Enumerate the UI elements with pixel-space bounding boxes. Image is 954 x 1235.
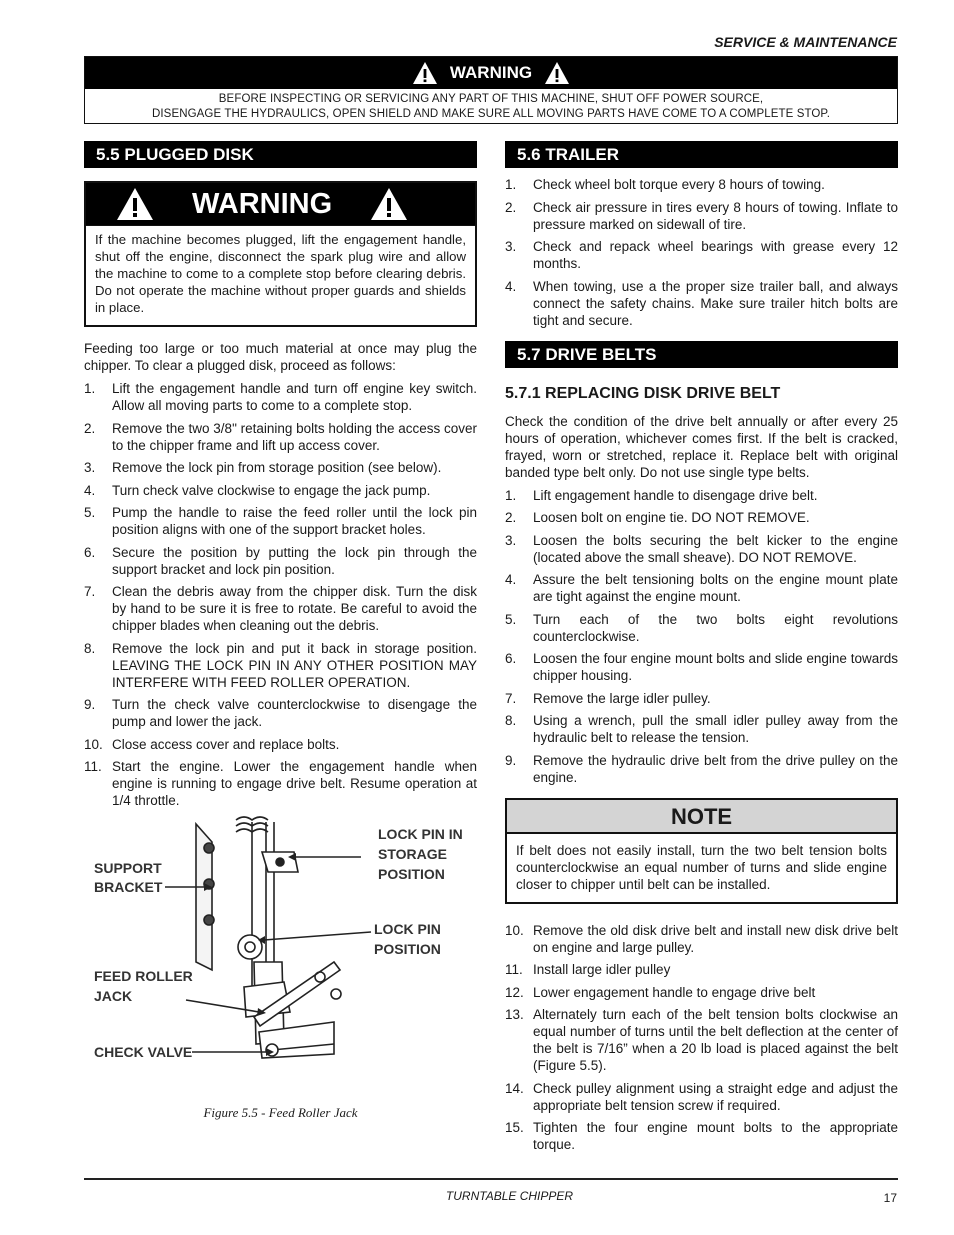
- list-item: [84, 380, 477, 414]
- running-header: SERVICE & MAINTENANCE: [714, 34, 897, 50]
- list-item: [84, 420, 477, 454]
- footer-title: TURNTABLE CHIPPER: [445, 1189, 574, 1203]
- list-item: [505, 278, 898, 329]
- list-item-text: Remove the large idler pulley.: [533, 690, 711, 706]
- list-item-text: Start the engine. Lower the engagement handle when engine is running to engage drive belt. Resume operation at 1/4 throttle.: [112, 759, 477, 808]
- trailer-steps-list: [505, 176, 898, 329]
- plugged-steps-list: [84, 380, 477, 809]
- list-item-text: Loosen bolt on engine tie. DO NOT REMOVE.: [533, 510, 810, 525]
- list-item-number: 13.: [505, 1007, 524, 1022]
- list-item: [84, 459, 477, 476]
- list-item-number: 14.: [505, 1080, 524, 1096]
- list-item-text: Assure the belt tensioning bolts on the engine mount plate are tight against the engine mount.: [533, 572, 898, 604]
- list-item: [505, 571, 898, 605]
- list-item-text: Lift the engagement handle and turn off engine key switch. Allow all moving parts to come to a complete stop.: [112, 381, 477, 413]
- list-item-number: 1.: [505, 487, 517, 503]
- list-item-text: Check air pressure in tires every 8 hours of towing. Inflate to pressure marked on sidewall of tire.: [533, 199, 898, 232]
- list-item-number: 2.: [505, 199, 517, 215]
- list-item-text: Remove the hydraulic drive belt from the drive pulley on the engine.: [533, 752, 898, 785]
- label-check-valve: CHECK VALVE: [94, 1044, 193, 1060]
- top-warning-bar: [85, 57, 897, 89]
- warning-triangle-icon: [116, 187, 154, 221]
- list-item-text: Remove the two 3/8" retaining bolts holding the access cover to the chipper frame and lift up access cover.: [112, 420, 477, 453]
- top-warning-line1: BEFORE INSPECTING OR SERVICING ANY PART OF THIS MACHINE, SHUT OFF POWER SOURCE,: [218, 93, 764, 105]
- list-item-number: 6.: [84, 544, 96, 560]
- section-heading-trailer: 5.6 TRAILER: [505, 141, 898, 168]
- label-lock-pin-storage: POSITION: [378, 866, 445, 882]
- list-item: [505, 922, 898, 956]
- page-number: 17: [883, 1191, 897, 1205]
- list-item-number: 7.: [84, 584, 96, 599]
- list-item: [505, 984, 898, 1001]
- list-item: [84, 696, 477, 730]
- section-heading-drive-belts: 5.7 DRIVE BELTS: [505, 341, 898, 368]
- left-column: [84, 141, 477, 815]
- list-item-number: 1.: [84, 381, 96, 396]
- footer-rule: [84, 1178, 898, 1180]
- drive-belts-intro: Check the condition of the drive belt annually or after every 25 hours of operation, whichever comes first. If the belt is cracked, frayed, worn or stretched, replace it. Replace belt with original banded type belt only. Do not use single type belts.: [505, 413, 898, 480]
- list-item-number: 8.: [505, 713, 517, 728]
- list-item: [505, 690, 898, 707]
- list-item-number: 8.: [84, 640, 96, 656]
- list-item-number: 4.: [505, 278, 517, 294]
- list-item-number: 11.: [505, 962, 523, 977]
- label-lock-pin-storage: STORAGE: [378, 846, 447, 862]
- list-item-text: Alternately turn each of the belt tension bolts clockwise an equal number of turns until the belt deflection at the center of the belt is 7/16” when a 20 lb load is placed against the belt (Figure 5.5).: [533, 1007, 898, 1073]
- list-item-number: 5.: [505, 611, 517, 627]
- label-lock-pin-position: POSITION: [374, 941, 441, 957]
- label-support-bracket: SUPPORT: [94, 860, 162, 876]
- top-warning-title: WARNING: [449, 63, 533, 82]
- list-item-text: Clean the debris away from the chipper disk. Turn the disk by hand to be sure it is free to rotate. Be careful to avoid the chipper blades when cleaning out the debris.: [112, 584, 477, 633]
- list-item-number: 4.: [505, 572, 517, 587]
- note-box: [505, 798, 898, 904]
- list-item-number: 9.: [84, 697, 96, 712]
- label-lock-pin-storage: LOCK PIN IN: [378, 826, 463, 842]
- plugged-intro: Feeding too large or too much material at once may plug the chipper. To clear a plugged disk, proceed as follows:: [84, 341, 477, 373]
- list-item-text: Lift engagement handle to disengage drive belt.: [533, 487, 818, 503]
- warning-triangle-icon: [370, 187, 408, 221]
- list-item-text: Secure the position by putting the lock pin through the support bracket and lock pin position.: [112, 544, 477, 577]
- list-item-text: Check and repack wheel bearings with grease every 12 months.: [533, 239, 898, 271]
- list-item-text: Pump the handle to raise the feed roller until the lock pin position aligns with one of the support bracket holes.: [112, 505, 477, 537]
- list-item: [84, 482, 477, 499]
- feed-roller-jack-illustration: [84, 812, 477, 1104]
- warning-triangle-icon: [412, 61, 438, 85]
- list-item-text: Check pulley alignment using a straight edge and adjust the appropriate belt tension screw if required.: [533, 1080, 898, 1113]
- list-item-text: Remove the lock pin and put it back in storage position. LEAVING THE LOCK PIN IN ANY OTHER POSITION MAY INTERFERE WITH FEED ROLLER OPERATION.: [112, 640, 477, 690]
- list-item: [505, 1080, 898, 1114]
- feed-roller-jack-figure: [84, 812, 477, 1104]
- label-feed-roller-jack: FEED ROLLER: [94, 968, 193, 984]
- list-item-number: 3.: [505, 532, 517, 548]
- list-item-number: 12.: [505, 984, 524, 1000]
- list-item-text: Tighten the four engine mount bolts to the appropriate torque.: [533, 1120, 898, 1152]
- list-item-number: 2.: [505, 510, 517, 525]
- list-item-number: 7.: [505, 690, 517, 706]
- plugged-warning-title: WARNING: [192, 187, 333, 220]
- list-item-text: Install large idler pulley: [533, 962, 671, 977]
- section-heading-plugged-disk: 5.5 PLUGGED DISK: [84, 141, 477, 168]
- list-item: [505, 712, 898, 746]
- list-item: [505, 509, 898, 526]
- list-item: [84, 758, 477, 809]
- list-item-number: 11.: [84, 759, 102, 774]
- list-item: [505, 1119, 898, 1153]
- list-item: [84, 504, 477, 538]
- label-support-bracket: BRACKET: [94, 879, 163, 895]
- list-item-text: Using a wrench, pull the small idler pulley away from the hydraulic belt to release the tension.: [533, 713, 898, 745]
- list-item: [505, 532, 898, 566]
- list-item-text: Close access cover and replace bolts.: [112, 736, 340, 752]
- belt-steps-list-continued: [505, 922, 898, 1154]
- list-item-text: Remove the old disk drive belt and install new disk drive belt on engine and large pulley.: [533, 922, 898, 955]
- list-item: [84, 640, 477, 691]
- list-item-number: 1.: [505, 177, 517, 192]
- list-item-text: Turn the check valve counterclockwise to disengage the pump and lower the jack.: [112, 697, 477, 729]
- list-item-number: 5.: [84, 505, 96, 520]
- list-item-text: Loosen the bolts securing the belt kicker to the engine (located above the small sheave). DO NOT REMOVE.: [533, 532, 898, 565]
- label-lock-pin-position: LOCK PIN: [374, 921, 441, 937]
- list-item: [505, 611, 898, 645]
- note-text: If belt does not easily install, turn the two belt tension bolts counterclockwise an equal number of turns and slide engine closer to chipper until belt can be installed.: [516, 842, 887, 892]
- list-item: [505, 199, 898, 233]
- plugged-warning-box: [84, 181, 477, 327]
- list-item: [505, 1006, 898, 1074]
- top-warning-box: [84, 56, 898, 124]
- list-item-text: Turn check valve clockwise to engage the jack pump.: [112, 482, 431, 498]
- label-feed-roller-jack: JACK: [94, 988, 133, 1004]
- list-item-text: Lower engagement handle to engage drive belt: [533, 984, 816, 1000]
- list-item-number: 4.: [84, 482, 96, 498]
- list-item: [505, 487, 898, 504]
- list-item-text: When towing, use a the proper size trailer ball, and always connect the safety chains. Make sure trailer hitch bolts are tight and secure.: [533, 278, 898, 328]
- top-warning-line2: DISENGAGE THE HYDRAULICS, OPEN SHIELD AND MAKE SURE ALL MOVING PARTS HAVE COME TO A COMPLETE STOP.: [151, 108, 831, 120]
- list-item-number: 3.: [84, 460, 96, 475]
- list-item-number: 3.: [505, 239, 517, 254]
- list-item: [84, 583, 477, 634]
- list-item-number: 2.: [84, 420, 96, 436]
- right-column: [505, 141, 898, 1159]
- list-item: [84, 736, 477, 753]
- list-item-text: Loosen the four engine mount bolts and slide engine towards chipper housing.: [533, 651, 898, 683]
- list-item-number: 15.: [505, 1120, 524, 1135]
- list-item: [505, 961, 898, 978]
- list-item: [84, 544, 477, 578]
- list-item-text: Remove the lock pin from storage position (see below).: [112, 460, 442, 475]
- warning-triangle-icon: [544, 61, 570, 85]
- list-item-number: 6.: [505, 651, 517, 666]
- plugged-warning-text: If the machine becomes plugged, lift the engagement handle, shut off the engine, disconnect the spark plug wire and allow the machine to come to a complete stop before clearing debris. Do not operate the machine without proper guards and shields in place.: [86, 225, 475, 325]
- belt-steps-list: [505, 487, 898, 786]
- figure-caption: Figure 5.5 - Feed Roller Jack: [203, 1105, 358, 1120]
- list-item-number: 10.: [505, 922, 524, 938]
- list-item: [505, 176, 898, 193]
- subsection-heading: 5.7.1 REPLACING DISK DRIVE BELT: [505, 384, 781, 402]
- list-item: [505, 650, 898, 684]
- list-item-text: Turn each of the two bolts eight revolutions counterclockwise.: [533, 611, 898, 644]
- list-item: [505, 752, 898, 786]
- list-item-text: Check wheel bolt torque every 8 hours of towing.: [533, 177, 825, 192]
- note-title: NOTE: [507, 800, 896, 834]
- list-item-number: 10.: [84, 736, 103, 752]
- list-item: [505, 238, 898, 272]
- list-item-number: 9.: [505, 752, 517, 768]
